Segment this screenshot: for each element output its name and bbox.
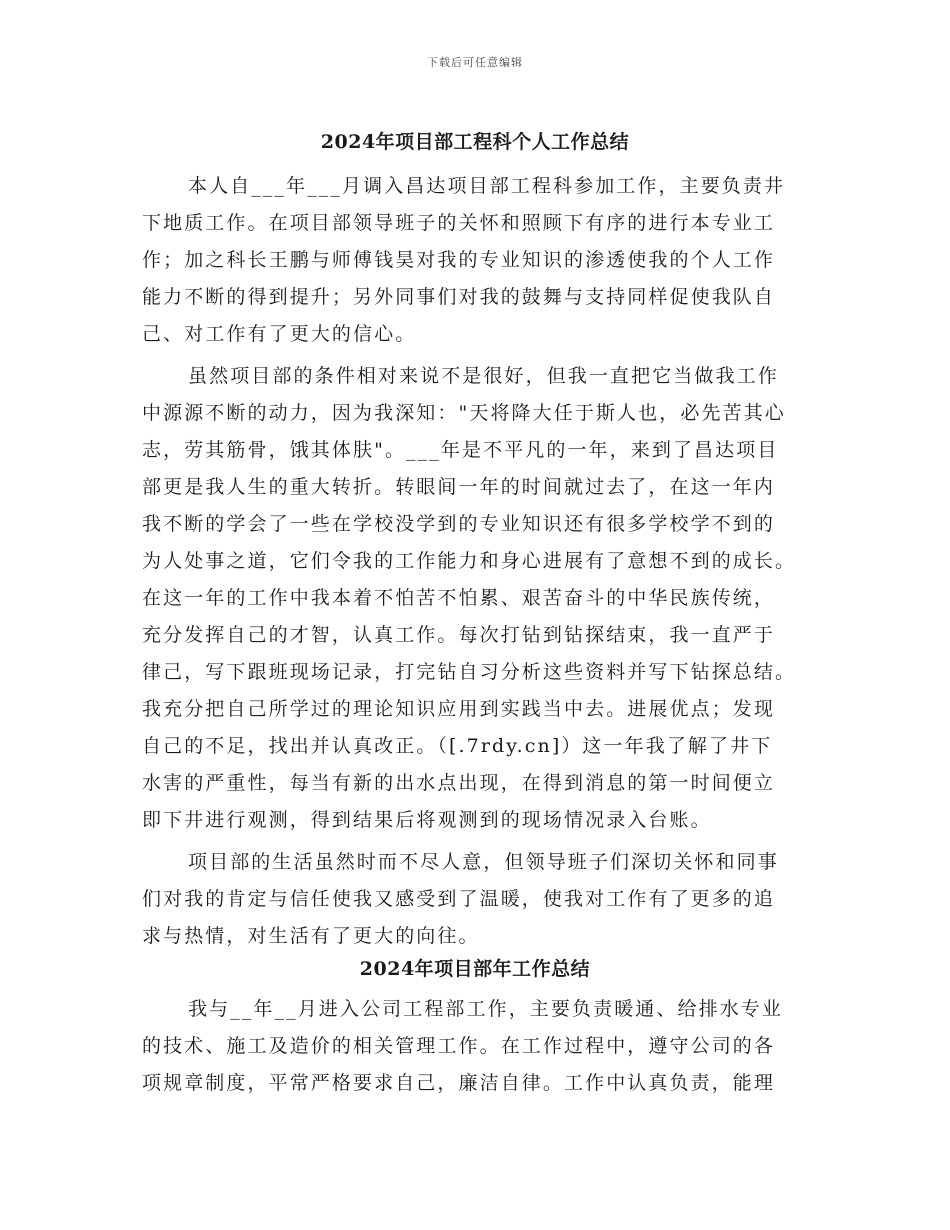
body-line: 自己的不足，找出并认真改正。（[.7rdy.cn]）这一年我了解了井下 [142,735,773,757]
body-line: 志，劳其筋骨，饿其体肤"。___年是不平凡的一年，来到了昌达项目 [142,439,779,461]
body-line: 虽然项目部的条件相对来说不是很好，但我一直把它当做我工作 [188,365,779,387]
body-line: 充分发挥自己的才智，认真工作。每次打钻到钻探结束，我一直严于 [142,624,776,646]
body-line: 下地质工作。在项目部领导班子的关怀和照顾下有序的进行本专业工 [142,212,776,234]
body-line: 部更是我人生的重大转折。转眼间一年的时间就过去了，在这一年内 [142,476,776,498]
body-line: 作；加之科长王鹏与师傅钱昊对我的专业知识的渗透使我的个人工作 [142,249,776,271]
body-line: 我不断的学会了一些在学校没学到的专业知识还有很多学校学不到的 [142,513,776,535]
section-1-title: 2024年项目部工程科个人工作总结 [320,131,630,153]
body-line: 律己，写下跟班现场记录，打完钻自习分析这些资料并写下钻探总结。 [142,661,797,683]
body-line: 的技术、施工及造价的相关管理工作。在工作过程中，遵守公司的各 [142,1035,776,1057]
body-line: 己、对工作有了更大的信心。 [142,323,417,345]
body-line: 本人自___年___月调入昌达项目部工程科参加工作，主要负责井 [188,175,786,197]
body-line: 项规章制度，平常严格要求自己，廉洁自律。工作中认真负责，能理 [142,1072,776,1094]
body-line: 在这一年的工作中我本着不怕苦不怕累、艰苦奋斗的中华民族传统， [142,587,776,609]
body-line: 中源源不断的动力，因为我深知："天将降大任于斯人也，必先苦其心 [142,402,786,424]
body-line: 们对我的肯定与信任使我又感受到了温暖，使我对工作有了更多的追 [142,888,776,910]
body-line: 项目部的生活虽然时而不尽人意，但领导班子们深切关怀和同事 [188,851,779,873]
section-2-title: 2024年项目部年工作总结 [359,958,591,980]
body-line: 即下井进行观测，得到结果后将观测到的现场情况录入台账。 [142,809,712,831]
body-line: 能力不断的得到提升；另外同事们对我的鼓舞与支持同样促使我队自 [142,286,776,308]
body-line: 水害的严重性，每当有新的出水点出现，在得到消息的第一时间便立 [142,772,776,794]
body-line: 求与热情，对生活有了更大的向往。 [142,925,480,947]
body-line: 为人处事之道，它们令我的工作能力和身心进展有了意想不到的成长。 [142,550,797,572]
body-line: 我与__年__月进入公司工程部工作，主要负责暖通、给排水专业 [188,998,784,1020]
header-note: 下载后可任意编辑 [427,56,523,69]
body-line: 我充分把自己所学过的理论知识应用到实践当中去。进展优点；发现 [142,698,776,720]
